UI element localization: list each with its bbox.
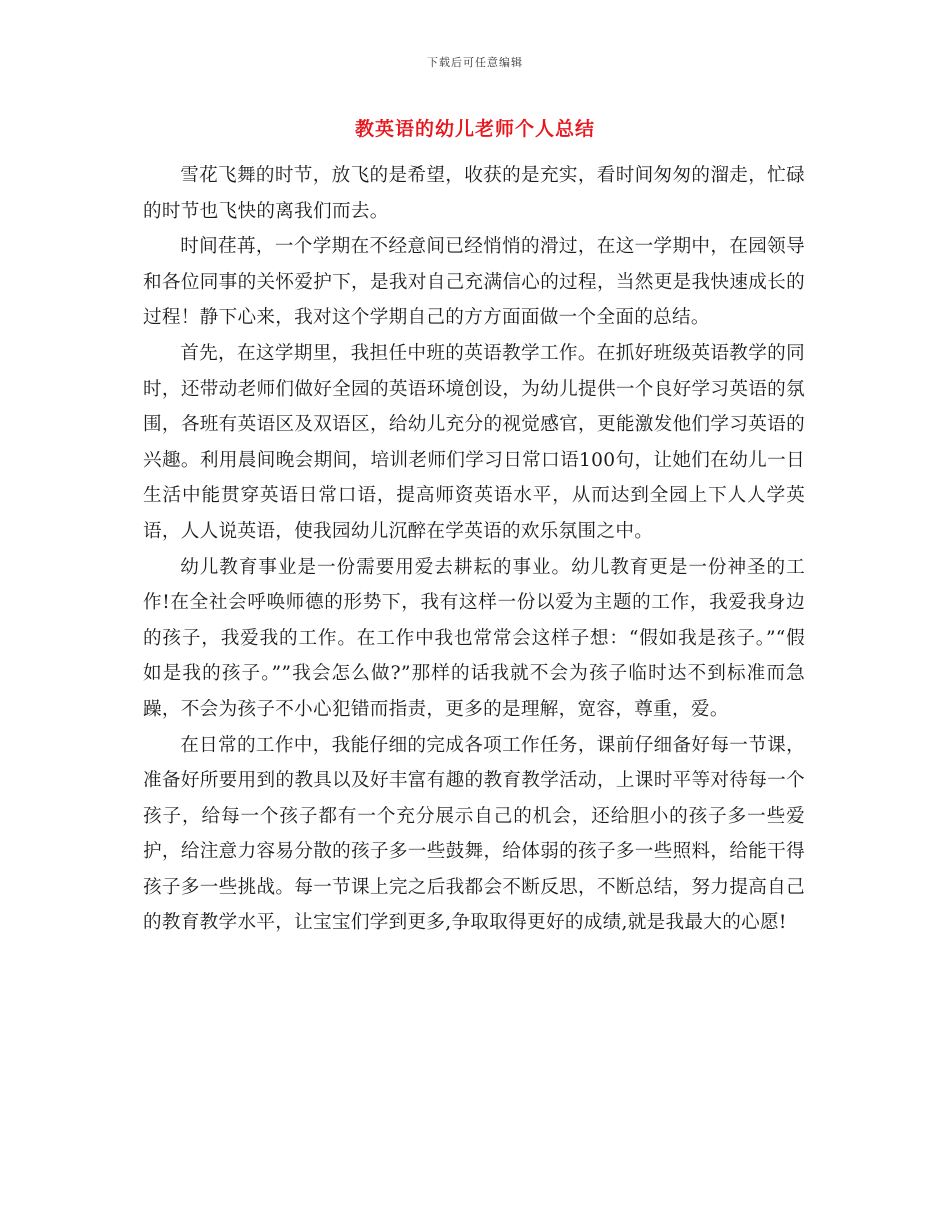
- paragraph: 首先，在这学期里，我担任中班的英语教学工作。在抓好班级英语教学的同时，还带动老师们做好全园的英语环境创设，为幼儿提供一个良好学习英语的氛围，各班有英语区及双语区，给幼儿充分的视觉感官，更能激发他们学习英语的兴趣。利用晨间晚会期间，培训老师们学习日常口语100句，让她们在幼儿一日生活中能贯穿英语日常口语，提高师资英语水平，从而达到全园上下人人学英语，人人说英语，使我园幼儿沉醉在学英语的欢乐氛围之中。: [143, 342, 805, 542]
- paragraph: 在日常的工作中，我能仔细的完成各项工作任务，课前仔细备好每一节课，准备好所要用到的教具以及好丰富有趣的教育教学活动，上课时平等对待每一个孩子，给每一个孩子都有一个充分展示自己的机会，还给胆小的孩子多一些爱护，给注意力容易分散的孩子多一些鼓舞，给体弱的孩子多一些照料，给能干得孩子多一些挑战。每一节课上完之后我都会不断反思，不断总结，努力提高自己的教育教学水平，让宝宝们学到更多,争取取得更好的成绩,就是我最大的心愿!: [143, 734, 805, 934]
- header-note: 下载后可任意编辑: [427, 56, 523, 69]
- paragraph: 时间荏苒，一个学期在不经意间已经悄悄的滑过，在这一学期中，在园领导和各位同事的关怀爱护下，是我对自己充满信心的过程，当然更是我快速成长的过程！静下心来，我对这个学期自己的方方面面做一个全面的总结。: [143, 236, 805, 329]
- paragraph: 幼儿教育事业是一份需要用爱去耕耘的事业。幼儿教育更是一份神圣的工作!在全社会呼唤师德的形势下，我有这样一份以爱为主题的工作，我爱我身边的孩子，我爱我的工作。在工作中我也常常会这样子想：“假如我是孩子。”“假如是我的孩子。””我会怎么做?”那样的话我就不会为孩子临时达不到标准而急躁，不会为孩子不小心犯错而指责，更多的是理解，宽容，尊重，爱。: [143, 556, 805, 720]
- document-body: [143, 158, 805, 941]
- document-title: 教英语的幼儿老师个人总结: [354, 118, 595, 140]
- paragraph: 雪花飞舞的时节，放飞的是希望，收获的是充实，看时间匆匆的溜走，忙碌的时节也飞快的离我们而去。: [143, 165, 805, 222]
